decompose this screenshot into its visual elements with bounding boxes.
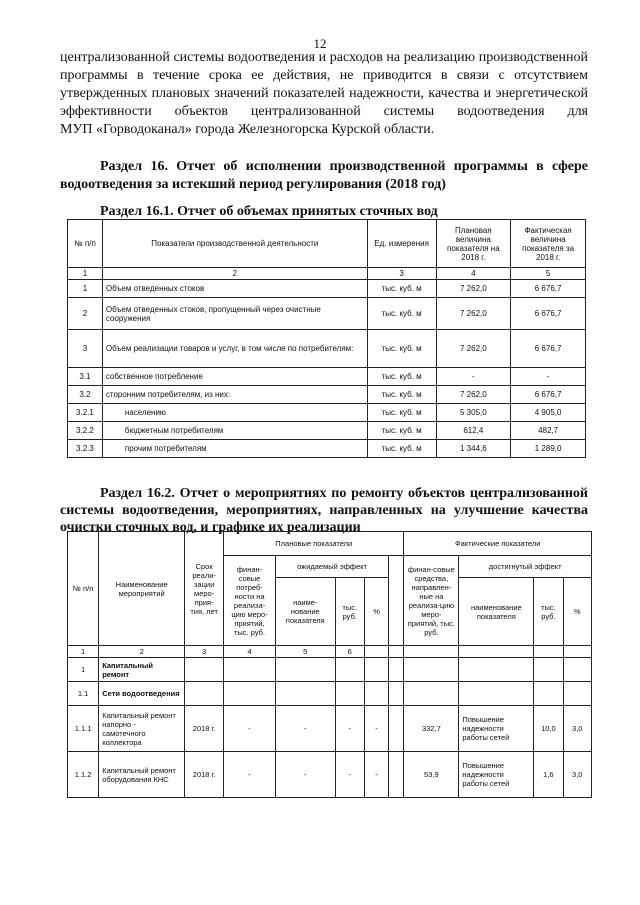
header-cell: ожидаемый эффект [275,556,388,578]
column-number: 3 [367,268,436,280]
header-cell: Плановые показатели [224,532,404,556]
row-unit: тыс. куб. м [367,298,436,330]
row-term: 2018 г. [185,752,224,798]
row-unit: тыс. куб. м [367,440,436,458]
header-cell: % [364,578,388,646]
table-row [68,298,586,330]
wastewater-volume-table [67,219,586,458]
table-row [68,682,592,706]
section-16-2-line: Раздел 16.2. Отчет о мероприятиях по ремонту объектов централизованной [100,486,588,501]
row-number: 3.2.1 [68,404,103,422]
empty-cell [404,658,459,682]
column-number: 2 [102,268,367,280]
row-term: 2018 г. [185,706,224,752]
row-name: Объем реализации товаров и услуг, в том числе по потребителям: [102,330,367,368]
column-number-row [68,268,586,280]
row-name: населению [102,404,367,422]
row-fact-pct: 3,0 [563,752,592,798]
empty-cell [404,646,459,658]
empty-cell [389,658,404,682]
empty-cell [389,752,404,798]
row-number: 3.2.3 [68,440,103,458]
empty-cell [534,646,563,658]
row-number: 1.1 [68,682,99,706]
column-number: 4 [436,268,511,280]
section-16-line: Раздел 16. Отчет об исполнении производственной программы в сфере [100,159,588,174]
row-name: сторонним потребителям, из них: [102,386,367,404]
table-row [68,386,586,404]
header-cell: тыс. руб. [534,578,563,646]
row-plan-pct: - [364,706,388,752]
empty-cell [404,682,459,706]
row-plan-name: - [275,706,335,752]
row-fact-fin: 53,9 [404,752,459,798]
row-fact-name: Повышение надежности работы сетей [459,706,534,752]
row-plan: 5 305,0 [436,404,511,422]
header-cell: № п/п [68,532,99,646]
row-unit: тыс. куб. м [367,330,436,368]
table-row [68,658,592,682]
paragraph-line: эффективности объектов централизованной системы водоотведения для [60,104,588,119]
empty-cell [224,682,276,706]
column-number: 1 [68,268,103,280]
column-number: 1 [68,646,99,658]
section-16-heading [60,158,588,194]
empty-cell [364,658,388,682]
row-name: Капитальный ремонт оборудования КНС [99,752,185,798]
row-fact: 482,7 [511,422,586,440]
row-fact: 6 676,7 [511,386,586,404]
row-name: Объем отведенных стоков [102,280,367,298]
empty-cell [389,706,404,752]
table-row [68,404,586,422]
section-16-2-heading [60,485,588,536]
row-plan-fin: - [224,706,276,752]
row-number: 3.2.2 [68,422,103,440]
row-plan-name: - [275,752,335,798]
header-cell [389,556,404,646]
header-cell: № п/п [68,220,103,268]
header-cell: Показатели производственной деятельности [102,220,367,268]
header-cell: тыс. руб. [335,578,364,646]
row-unit: тыс. куб. м [367,368,436,386]
row-plan: 7 262,0 [436,330,511,368]
row-plan: 612,4 [436,422,511,440]
column-number: 5 [511,268,586,280]
row-plan: 7 262,0 [436,280,511,298]
row-name: собственное потребление [102,368,367,386]
row-plan-fin: - [224,752,276,798]
row-unit: тыс. куб. м [367,422,436,440]
header-cell: Наименование мероприятий [99,532,185,646]
empty-cell [563,658,592,682]
header-cell: финан-совые средства, направлен-ные на реализа-цию меро-приятий, тыс. руб. [404,556,459,646]
empty-cell [389,646,404,658]
row-plan: 7 262,0 [436,386,511,404]
empty-cell [389,682,404,706]
header-cell: Плановая величина показателя на 2018 г. [436,220,511,268]
empty-cell [335,658,364,682]
row-number: 2 [68,298,103,330]
column-number: 4 [224,646,276,658]
row-number: 3 [68,330,103,368]
row-name: Капитальный ремонт [99,658,185,682]
row-fact-fin: 332,7 [404,706,459,752]
header-cell: Фактические показатели [404,532,592,556]
row-plan-val: - [335,706,364,752]
column-number: 6 [335,646,364,658]
column-number: 2 [99,646,185,658]
row-fact: 1 289,0 [511,440,586,458]
empty-cell [563,682,592,706]
row-fact-val: 1,6 [534,752,563,798]
repair-measures-table [67,531,592,798]
row-fact: - [511,368,586,386]
row-fact-name: Повышение надежности работы сетей [459,752,534,798]
row-name: Сети водоотведения [99,682,185,706]
table-row [68,368,586,386]
row-number: 3.2 [68,386,103,404]
row-number: 1.1.2 [68,752,99,798]
row-fact: 6 676,7 [511,280,586,298]
row-fact: 6 676,7 [511,330,586,368]
header-cell: Ед. измерения [367,220,436,268]
table-row [68,752,592,798]
row-unit: тыс. куб. м [367,280,436,298]
empty-cell [224,658,276,682]
row-unit: тыс. куб. м [367,404,436,422]
empty-cell [275,658,335,682]
header-cell: достигнутый эффект [459,556,592,578]
table-header-row [68,532,592,556]
row-name: Капитальный ремонт напорно - самотечного коллектора [99,706,185,752]
column-number: 3 [185,646,224,658]
table-header-row [68,220,586,268]
row-unit: тыс. куб. м [367,386,436,404]
paragraph-line: утвержденных плановых значений показателей надежности, качества и энергетической [60,86,588,101]
row-name: Объем отведенных стоков, пропущенный через очистные сооружения [102,298,367,330]
row-plan-pct: - [364,752,388,798]
header-cell: Срок реали-зации меро-прия-тия, лет [185,532,224,646]
table-row [68,440,586,458]
row-fact: 4 905,0 [511,404,586,422]
empty-cell [459,682,534,706]
header-cell: Фактическая величина показателя за 2018 г. [511,220,586,268]
row-number: 1.1.1 [68,706,99,752]
row-fact-val: 10,0 [534,706,563,752]
row-number: 3.1 [68,368,103,386]
empty-cell [364,682,388,706]
empty-cell [185,658,224,682]
row-fact: 6 676,7 [511,298,586,330]
header-cell: наименование показателя [459,578,534,646]
empty-cell [534,658,563,682]
section-16-2-line: очистки сточных вод, и графике их реализации [60,520,361,535]
section-16-line: водоотведения за истекший период регулирования (2018 год) [60,177,446,192]
table-row [68,422,586,440]
paragraph-line: МУП «Горводоканал» города Железногорска Курской области. [60,122,435,137]
row-plan: 1 344,6 [436,440,511,458]
row-number: 1 [68,658,99,682]
table-row [68,706,592,752]
empty-cell [534,682,563,706]
row-fact-pct: 3,0 [563,706,592,752]
row-plan: - [436,368,511,386]
table-row [68,330,586,368]
header-cell: финан-совые потреб-ности на реализа-цию меро-приятий, тыс. руб. [224,556,276,646]
row-name: прочим потребителям [102,440,367,458]
row-name: бюджетным потребителям [102,422,367,440]
empty-cell [185,682,224,706]
column-number: 5 [275,646,335,658]
page-number: 12 [313,36,327,51]
paragraph-line: программы в течение срока ее действия, не приводится в связи с отсутствием [60,68,588,83]
header-cell: % [563,578,592,646]
row-plan-val: - [335,752,364,798]
row-plan: 7 262,0 [436,298,511,330]
empty-cell [275,682,335,706]
section-16-2-line: системы водоотведения, мероприятиях, направленных на улучшение качества [60,503,588,518]
intro-paragraph [60,49,588,139]
table-row [68,280,586,298]
row-number: 1 [68,280,103,298]
column-number-row [68,646,592,658]
empty-cell [335,682,364,706]
empty-cell [459,658,534,682]
empty-cell [459,646,534,658]
header-cell: наиме-нование показателя [275,578,335,646]
empty-cell [364,646,388,658]
section-16-1-heading: Раздел 16.1. Отчет об объемах принятых сточных вод [100,204,438,219]
empty-cell [563,646,592,658]
paragraph-line: централизованной системы водоотведения и расходов на реализацию производственной [60,50,588,65]
